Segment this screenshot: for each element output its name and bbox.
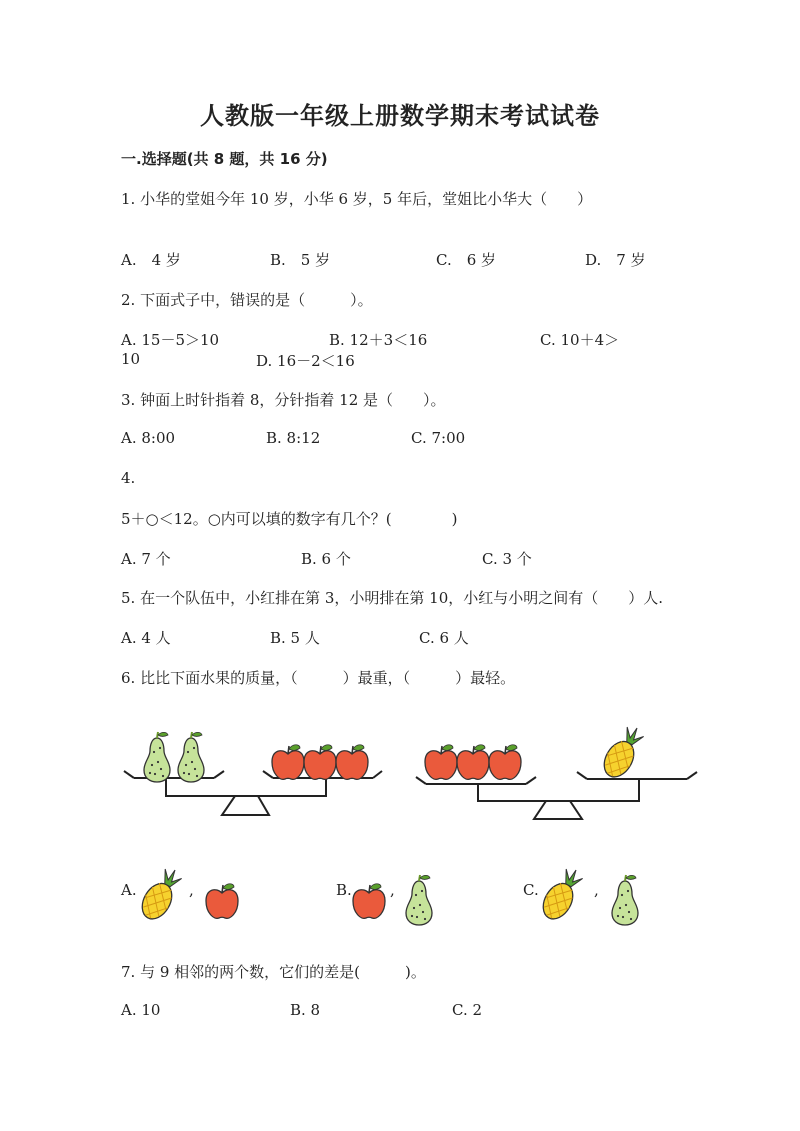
question-3-option-c[interactable]: C. 7:00 [411,429,466,447]
question-6-option-b-separator: , [390,881,395,899]
question-5-stem: 5. 在一个队伍中，小红排在第 3，小明排在第 10，小红与小明之间有（ ）人. [121,589,664,607]
question-7-option-a[interactable]: A. 10 [121,1001,161,1019]
question-7-option-b[interactable]: B. 8 [290,1001,321,1019]
question-5-option-c[interactable]: C. 6 人 [419,629,469,647]
question-6-stem: 6. 比比下面水果的质量，（ ）最重，（ ）最轻。 [121,669,516,687]
section-heading: 一.选择题(共 8 题，共 16 分) [121,150,328,168]
question-2-option-c[interactable]: C. 10＋4＞ [540,331,620,349]
question-2-option-d[interactable]: D. 16－2＜16 [256,352,355,370]
question-7-stem: 7. 与 9 相邻的两个数，它们的差是( )。 [121,963,426,981]
question-1-option-b[interactable]: B. 5 岁 [270,251,331,269]
question-4-option-a[interactable]: A. 7 个 [121,550,171,568]
question-7-option-c[interactable]: C. 2 [452,1001,483,1019]
question-4-option-c[interactable]: C. 3 个 [482,550,532,568]
question-5-option-b[interactable]: B. 5 人 [270,629,320,647]
question-6-option-b[interactable]: B. [336,881,352,899]
apple-icon [206,884,238,919]
question-1-option-c[interactable]: C. 6 岁 [436,251,497,269]
question-2-stem: 2. 下面式子中，错误的是（ ）。 [121,291,373,309]
pineapple-icon [537,864,587,925]
question-4-option-b[interactable]: B. 6 个 [301,550,351,568]
question-2-option-c-continued: 10 [121,350,141,368]
question-1-option-a[interactable]: A. 4 岁 [121,251,181,269]
question-6-option-c[interactable]: C. [523,881,539,899]
question-4-number: 4. [121,469,136,487]
pineapple-icon [136,864,186,925]
question-4-stem: 5＋○＜12。○内可以填的数字有几个？( ) [121,510,458,528]
pear-icon [612,875,638,925]
question-3-option-b[interactable]: B. 8:12 [266,429,321,447]
question-6-option-a-separator: , [189,881,194,899]
apple-icon [353,884,385,919]
question-5-option-a[interactable]: A. 4 人 [121,629,171,647]
question-1-option-d[interactable]: D. 7 岁 [585,251,646,269]
pear-icon [406,875,432,925]
page-title: 人教版一年级上册数学期末考试试卷 [200,101,600,130]
question-1-stem: 1. 小华的堂姐今年 10 岁，小华 6 岁，5 年后，堂姐比小华大（ ） [121,190,593,208]
question-6-option-c-separator: , [594,881,599,899]
question-3-stem: 3. 钟面上时针指着 8，分针指着 12 是（ ）。 [121,391,446,409]
question-2-option-a[interactable]: A. 15－5＞10 [121,331,220,349]
question-3-option-a[interactable]: A. 8:00 [121,429,176,447]
question-6-option-a[interactable]: A. [121,881,137,899]
question-2-option-b[interactable]: B. 12＋3＜16 [329,331,428,349]
